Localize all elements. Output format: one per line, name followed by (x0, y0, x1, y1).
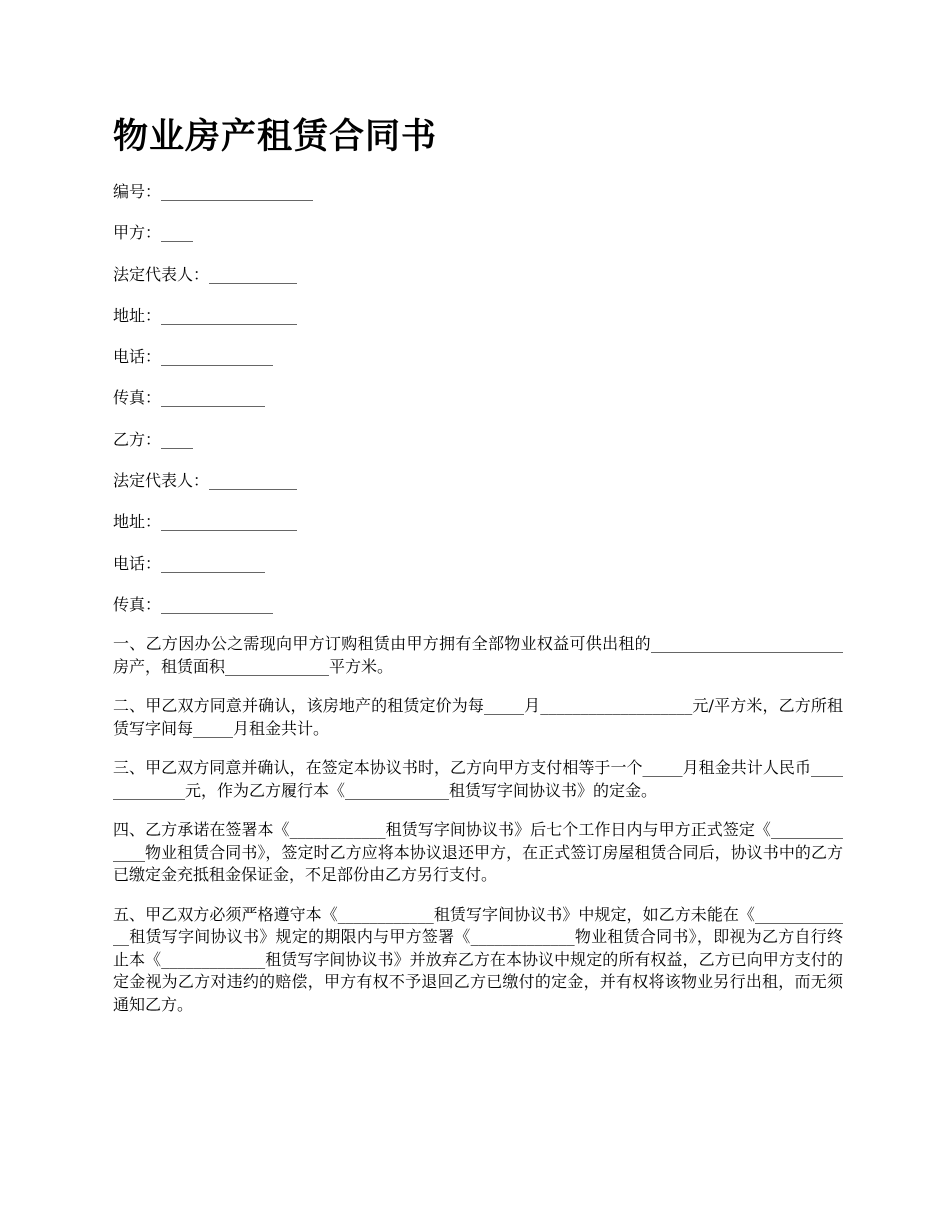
clause-4: 四、乙方承诺在签署本《____________租赁写字间协议书》后七个工作日内与甲方正式签定《_____________物业租赁合同书》，签定时乙方应将本协议退还甲方，在正式签订房屋租赁合同后，协议书中的乙方已缴定金充抵租金保证金，不足部份由乙方另行支付。 (113, 820, 843, 884)
party-info-fields (113, 178, 843, 632)
field-blank: ___________ (209, 264, 298, 284)
field-label: 电话： (113, 553, 162, 573)
field-label: 法定代表人： (113, 264, 210, 284)
field-label: 地址： (113, 512, 162, 532)
field-party-b-address (113, 508, 843, 549)
field-blank: ____ (161, 223, 194, 243)
field-party-a-phone (113, 343, 843, 384)
field-label: 电话： (113, 347, 162, 367)
field-label: 法定代表人： (113, 471, 210, 491)
field-blank: ___________________ (161, 182, 314, 201)
clause-5: 五、甲乙双方必须严格遵守本《____________租赁写字间协议书》中规定，如乙方未能在《_____________租赁写字间协议书》规定的期限内与甲方签署《_____________物业租赁合同书》，即视为乙方自行终止本《_____________租赁写字间协议书》并放弃乙方在本协议中规定的所有权益，乙方已向甲方支付的定金视为乙方对违约的赔偿，甲方有权不予退回乙方已缴付的定金，并有权将该物业另行出租，而无须通知乙方。 (113, 904, 843, 1014)
field-blank: ______________ (161, 347, 274, 367)
field-party-b (113, 426, 843, 467)
field-blank: ___________ (209, 471, 298, 491)
field-party-a-fax (113, 384, 843, 425)
field-blank: _________________ (161, 512, 298, 532)
clause-2: 二、甲乙双方同意并确认，该房地产的租赁定价为每_____月___________________元/平方米，乙方所租赁写字间每_____月租金共计。 (113, 696, 843, 738)
field-party-b-legal-representative (113, 467, 843, 508)
field-party-a-legal-representative (113, 261, 843, 302)
field-label: 乙方： (113, 429, 162, 449)
field-party-b-fax (113, 591, 843, 632)
clause-3: 三、甲乙双方同意并确认，在签定本协议书时，乙方向甲方支付相等于一个_____月租金共计人民币_____________元，作为乙方履行本《_____________租赁写字间协议书》的定金。 (113, 758, 843, 800)
field-blank: _____________ (161, 388, 266, 408)
field-label: 编号： (113, 182, 162, 201)
field-party-a-address (113, 302, 843, 343)
field-party-b-phone (113, 550, 843, 591)
field-label: 甲方： (113, 223, 162, 243)
document-title: 物业房产租赁合同书 (113, 116, 438, 157)
field-party-a (113, 219, 843, 260)
field-label: 地址： (113, 305, 162, 325)
contract-clauses (113, 633, 843, 1033)
field-label: 传真： (113, 594, 162, 614)
field-blank: _________________ (161, 305, 298, 325)
field-blank: ______________ (161, 594, 274, 614)
field-serial-number (113, 178, 843, 219)
field-blank: _____________ (161, 553, 266, 573)
field-label: 传真： (113, 388, 162, 408)
clause-1: 一、乙方因办公之需现向甲方订购租赁由甲方拥有全部物业权益可供出租的________________________房产，租赁面积_____________平方米。 (113, 634, 843, 676)
field-blank: ____ (161, 429, 194, 449)
